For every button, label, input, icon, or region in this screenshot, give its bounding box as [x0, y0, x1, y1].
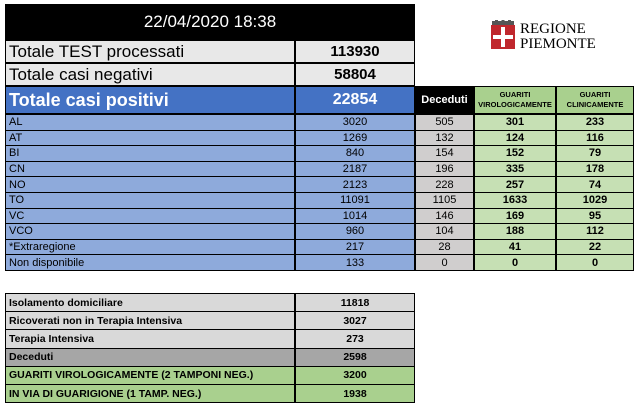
- province-recovered-viro: 335: [474, 161, 556, 178]
- status-value: 3027: [295, 311, 415, 330]
- province-deceased: 228: [415, 176, 474, 193]
- province-positives: 1269: [295, 130, 415, 147]
- status-value: 3200: [295, 366, 415, 385]
- province-recovered-viro: 301: [474, 114, 556, 131]
- province-recovered-viro: 188: [474, 223, 556, 240]
- province-recovered-viro: 41: [474, 239, 556, 256]
- province-deceased: 132: [415, 130, 474, 147]
- status-label: Deceduti: [5, 348, 295, 367]
- status-label: GUARITI VIROLOGICAMENTE (2 TAMPONI NEG.): [5, 366, 295, 385]
- province-recovered-clin: 1029: [556, 192, 634, 209]
- province-name: VCO: [5, 223, 295, 240]
- total-positives-label: Totale casi positivi: [5, 86, 295, 114]
- province-positives: 133: [295, 254, 415, 271]
- province-recovered-clin: 116: [556, 130, 634, 147]
- province-positives: 2123: [295, 176, 415, 193]
- province-deceased: 104: [415, 223, 474, 240]
- total-tests-value: 113930: [295, 40, 415, 63]
- deceduti-header: Deceduti: [415, 86, 474, 114]
- upper-table-frame: [4, 3, 636, 276]
- status-value: 2598: [295, 348, 415, 367]
- province-recovered-clin: 79: [556, 145, 634, 162]
- logo-line2: PIEMONTE: [520, 36, 596, 52]
- province-deceased: 28: [415, 239, 474, 256]
- status-value: 11818: [295, 293, 415, 312]
- total-negatives-label: Totale casi negativi: [5, 63, 295, 86]
- province-deceased: 146: [415, 208, 474, 225]
- province-recovered-clin: 95: [556, 208, 634, 225]
- province-recovered-viro: 124: [474, 130, 556, 147]
- province-deceased: 154: [415, 145, 474, 162]
- province-recovered-viro: 169: [474, 208, 556, 225]
- province-recovered-viro: 0: [474, 254, 556, 271]
- province-name: VC: [5, 208, 295, 225]
- province-positives: 960: [295, 223, 415, 240]
- report-datetime: 22/04/2020 18:38: [5, 4, 415, 40]
- status-value: 1938: [295, 384, 415, 403]
- province-recovered-clin: 178: [556, 161, 634, 178]
- province-name: Non disponibile: [5, 254, 295, 271]
- logo-line1: REGIONE: [520, 21, 586, 37]
- province-name: NO: [5, 176, 295, 193]
- total-tests-label: Totale TEST processati: [5, 40, 295, 63]
- total-negatives-value: 58804: [295, 63, 415, 86]
- province-deceased: 196: [415, 161, 474, 178]
- status-value: 273: [295, 329, 415, 348]
- status-label: Terapia Intensiva: [5, 329, 295, 348]
- province-name: AL: [5, 114, 295, 131]
- province-recovered-viro: 1633: [474, 192, 556, 209]
- province-recovered-clin: 22: [556, 239, 634, 256]
- province-deceased: 505: [415, 114, 474, 131]
- province-positives: 217: [295, 239, 415, 256]
- province-positives: 3020: [295, 114, 415, 131]
- province-positives: 11091: [295, 192, 415, 209]
- province-positives: 840: [295, 145, 415, 162]
- province-recovered-clin: 112: [556, 223, 634, 240]
- status-label: IN VIA DI GUARIGIONE (1 TAMP. NEG.): [5, 384, 295, 403]
- province-deceased: 1105: [415, 192, 474, 209]
- total-positives-value: 22854: [295, 86, 415, 114]
- province-recovered-viro: 257: [474, 176, 556, 193]
- province-deceased: 0: [415, 254, 474, 271]
- province-recovered-clin: 0: [556, 254, 634, 271]
- province-recovered-clin: 233: [556, 114, 634, 131]
- province-positives: 1014: [295, 208, 415, 225]
- guariti-viro-header-line1: GUARITI: [499, 90, 531, 99]
- guariti-clin-header-line2: CLINICAMENTE: [566, 100, 624, 109]
- province-recovered-viro: 152: [474, 145, 556, 162]
- guariti-viro-header-line2: VIROLOGICAMENTE: [478, 100, 552, 109]
- guariti-clin-header-line1: GUARITI: [579, 90, 611, 99]
- province-name: CN: [5, 161, 295, 178]
- province-name: BI: [5, 145, 295, 162]
- status-label: Isolamento domiciliare: [5, 293, 295, 312]
- province-name: *Extraregione: [5, 239, 295, 256]
- province-positives: 2187: [295, 161, 415, 178]
- province-name: TO: [5, 192, 295, 209]
- province-name: AT: [5, 130, 295, 147]
- status-label: Ricoverati non in Terapia Intensiva: [5, 311, 295, 330]
- province-recovered-clin: 74: [556, 176, 634, 193]
